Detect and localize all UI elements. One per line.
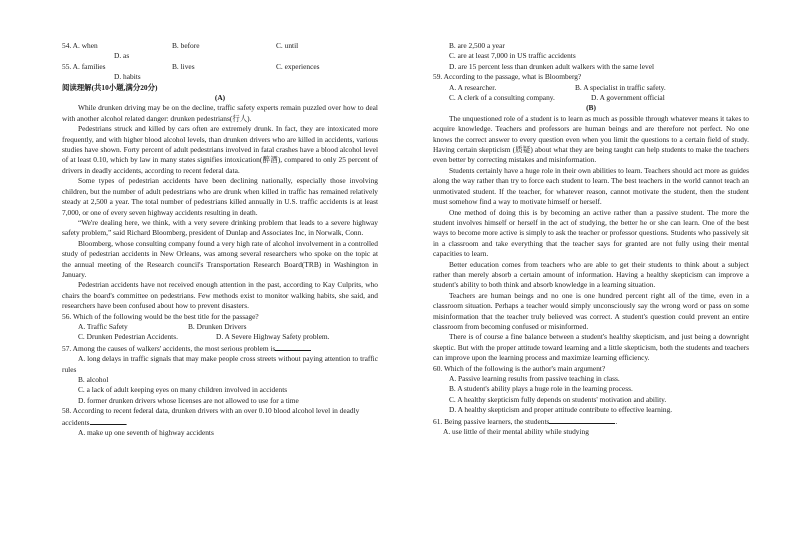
- question-61-text: 61. Being passive learners, the students: [433, 416, 550, 426]
- option-56c: C. Drunken Pedestrian Accidents.: [78, 332, 178, 342]
- option-61a: A. use little of their mental ability while studying: [443, 427, 589, 437]
- option-59d: D. A government official: [591, 93, 665, 103]
- option-55b: B. lives: [172, 61, 195, 71]
- question-54-options-row1: [62, 41, 378, 51]
- question-54-options-row2: [62, 51, 378, 61]
- option-56a: A. Traffic Safety: [78, 321, 128, 331]
- passage-a-paragraph: Pedestrian accidents have not received enough attention in the past, according to Kay Culprits, who chairs the board's committee on pedestrians. Few methods exist to monitor walking habits, she said, and researchers have been confused about how to prevent disasters.: [62, 280, 378, 311]
- question-61-stem: 61. Being passive learners, the students .: [433, 416, 618, 426]
- option-54c: C. until: [276, 41, 299, 50]
- option-56d: D. A Severe Highway Safety problem.: [216, 332, 330, 342]
- option-59a: A. A researcher.: [449, 82, 497, 92]
- right-column: [433, 41, 749, 437]
- option-57b: B. alcohol: [78, 375, 109, 384]
- question-58-stem: 58. According to recent federal data, drunken drivers with an over 0.10 blood alcohol level in deadly accidents .: [62, 406, 360, 427]
- passage-b-paragraph: The unquestioned role of a student is to learn as much as possible through whatever means it takes to acquire knowledge. Teachers and professors are human beings and are therefore not perfect. No one knows the correct answer to every question even when you limit the questions to a certain field of study. Having certain skepticism (质疑) about what they are being taught can help students to make the teachers even better by correcting mistakes and misinformation.: [433, 113, 749, 165]
- passage-b-paragraph: One method of doing this is by becoming an active rather than a passive student. The more the student involves himself or herself in the act of studying, the better he or she can learn. One of the best ways to become more active is simply to ask the teacher or professor questions. Students who passively sit in a classroom and take everything that the teacher says for granted are not fully using their mental capacities to learn.: [433, 207, 749, 259]
- passage-a-paragraph: Some types of pedestrian accidents have been declining nationally, especially those involving children, but the number of adult pedestrians who are drunk when killed in traffic has remained relatively steady at 2,500 a year. The total number of pedestrians killed annually in U.S. traffic accidents is at least 7,000, or one of every seven highway accidents resulting in death.: [62, 176, 378, 217]
- answer-blank: [549, 416, 615, 424]
- passage-b-paragraph: Students certainly have a huge role in their own abilities to learn. Teachers should act more as guides along the way rather than try to force each student to learn. The best teachers in the world cannot teach an unmotivated student. If the teacher, for whatever reason, cannot motivate the student, then the student must somehow find a way to motivate himself or herself.: [433, 165, 749, 207]
- option-55c: C. experiences: [276, 61, 320, 71]
- option-54d: D. as: [114, 51, 130, 61]
- option-59c: C. A clerk of a consulting company.: [449, 93, 555, 103]
- question-59-stem: 59. According to the passage, what is Bloomberg?: [433, 72, 582, 82]
- question-60-stem: 60. Which of the following is the author's main argument?: [433, 363, 606, 373]
- question-56-stem: 56. Which of the following would be the best title for the passage?: [62, 311, 259, 321]
- answer-blank: [275, 343, 311, 351]
- option-55a: 55. A. families: [62, 61, 106, 71]
- option-58c: C. are at least 7,000 in US traffic accidents: [449, 51, 576, 61]
- answer-blank: [90, 417, 126, 425]
- left-column: [62, 41, 378, 438]
- question-59-options-row1: [433, 83, 749, 93]
- option-60a: A. Passive learning results from passive teaching in class.: [449, 374, 620, 383]
- question-57-text: 57. Among the causes of walkers' accidents, the most serious problem is: [62, 343, 276, 353]
- question-59-options-row2: [433, 93, 749, 103]
- option-58d: D. are 15 percent less than drunken adult walkers with the same level: [449, 61, 655, 71]
- passage-a-paragraph: Bloomberg, whose consulting company found a very high rate of alcohol involvement in a controlled study of pedestrian accidents in New Orleans, was among several researchers who spoke on the topic at the annual meeting of the Research council's Transportation Research Board(TRB) in Washington in January.: [62, 238, 378, 279]
- option-55d: D. habits: [114, 72, 141, 82]
- option-54a: 54. A. when: [62, 41, 98, 50]
- passage-b-label: (B): [586, 103, 596, 113]
- passage-a-paragraph: While drunken driving may be on the decline, traffic safety experts remain puzzled over how to deal with another alcohol related danger: drunken pedestrians(行人).: [62, 103, 378, 123]
- passage-b-paragraph: Better education comes from teachers who are able to get their students to think about a subject rather than merely absorb a certain amount of information. Having a healthy skepticism can improve a student's ability to both think and absorb knowledge in a learning situation.: [433, 259, 749, 290]
- option-57c: C. a lack of adult keeping eyes on many children involved in accidents: [78, 385, 288, 395]
- question-55-options-row2: [62, 72, 378, 82]
- option-57a: A. long delays in traffic signals that may make people cross streets without paying attention to traffic rules: [62, 354, 378, 374]
- question-57-stem: [62, 343, 378, 354]
- passage-a-paragraph: “We're dealing here, we think, with a very severe drinking problem that leads to a severe highway safety problem,” said Richard Bloomberg, president of Dunlap and Associates Inc, in Norwalk, Conn.: [62, 217, 378, 238]
- option-58b: B. are 2,500 a year: [449, 41, 505, 50]
- question-58-text: 58. According to recent federal data, drunken drivers with an over 0.10 blood alcohol level in deadly accidents: [62, 406, 360, 427]
- question-55-options-row1: [62, 62, 378, 72]
- question-56-options-row1: [62, 322, 378, 332]
- option-56b: B. Drunken Drivers: [188, 321, 247, 331]
- option-54b: B. before: [172, 41, 200, 50]
- option-57d: D. former drunken drivers whose licenses are not allowed to use for a time: [78, 395, 299, 405]
- option-60c: C. A healthy skepticism fully depends on students' motivation and ability.: [449, 394, 667, 404]
- section-title: 阅读理解(共10小题,满分20分): [62, 82, 158, 92]
- option-58a: A. make up one seventh of highway accidents: [78, 428, 214, 438]
- passage-b-paragraph: Teachers are human beings and no one is one hundred percent right all of the time, even in a classroom situation. Perhaps a teacher would simply unconsciously say the wrong word or pass on some misinformation that the teacher truly believed was correct. A student's question could prevent an entire classroom from becoming confused or misinformed.: [433, 290, 749, 331]
- passage-a-label: (A): [214, 93, 226, 103]
- option-60b: B. A student's ability plays a huge role in the learning process.: [449, 384, 633, 394]
- question-56-options-row2: [62, 332, 378, 342]
- passage-a-paragraph: Pedestrians struck and killed by cars often are extremely drunk. In fact, they are intoxicated more frequently, and with higher blood alcohol levels, than drunken drivers who are killed in accidents, various studies have shown. Forty percent of adult pedestrians involved in fatal crashes have a blood alcohol level of at least 0.10, which by law in many states signifies intoxication(醉酒), compared to only 25 percent of drivers in deadly accidents, according to recent federal data.: [62, 124, 378, 175]
- option-60d: D. A healthy skepticism and proper attitude contribute to effective learning.: [449, 405, 673, 415]
- passage-b-paragraph: There is of course a fine balance between a student's healthy skepticism, and just being a downright skeptic. But with the proper attitude toward learning and a little skepticism, both the students and teachers can improve upon the learning process and maximize learning efficiency.: [433, 332, 749, 363]
- option-59b: B. A specialist in traffic safety.: [575, 82, 666, 92]
